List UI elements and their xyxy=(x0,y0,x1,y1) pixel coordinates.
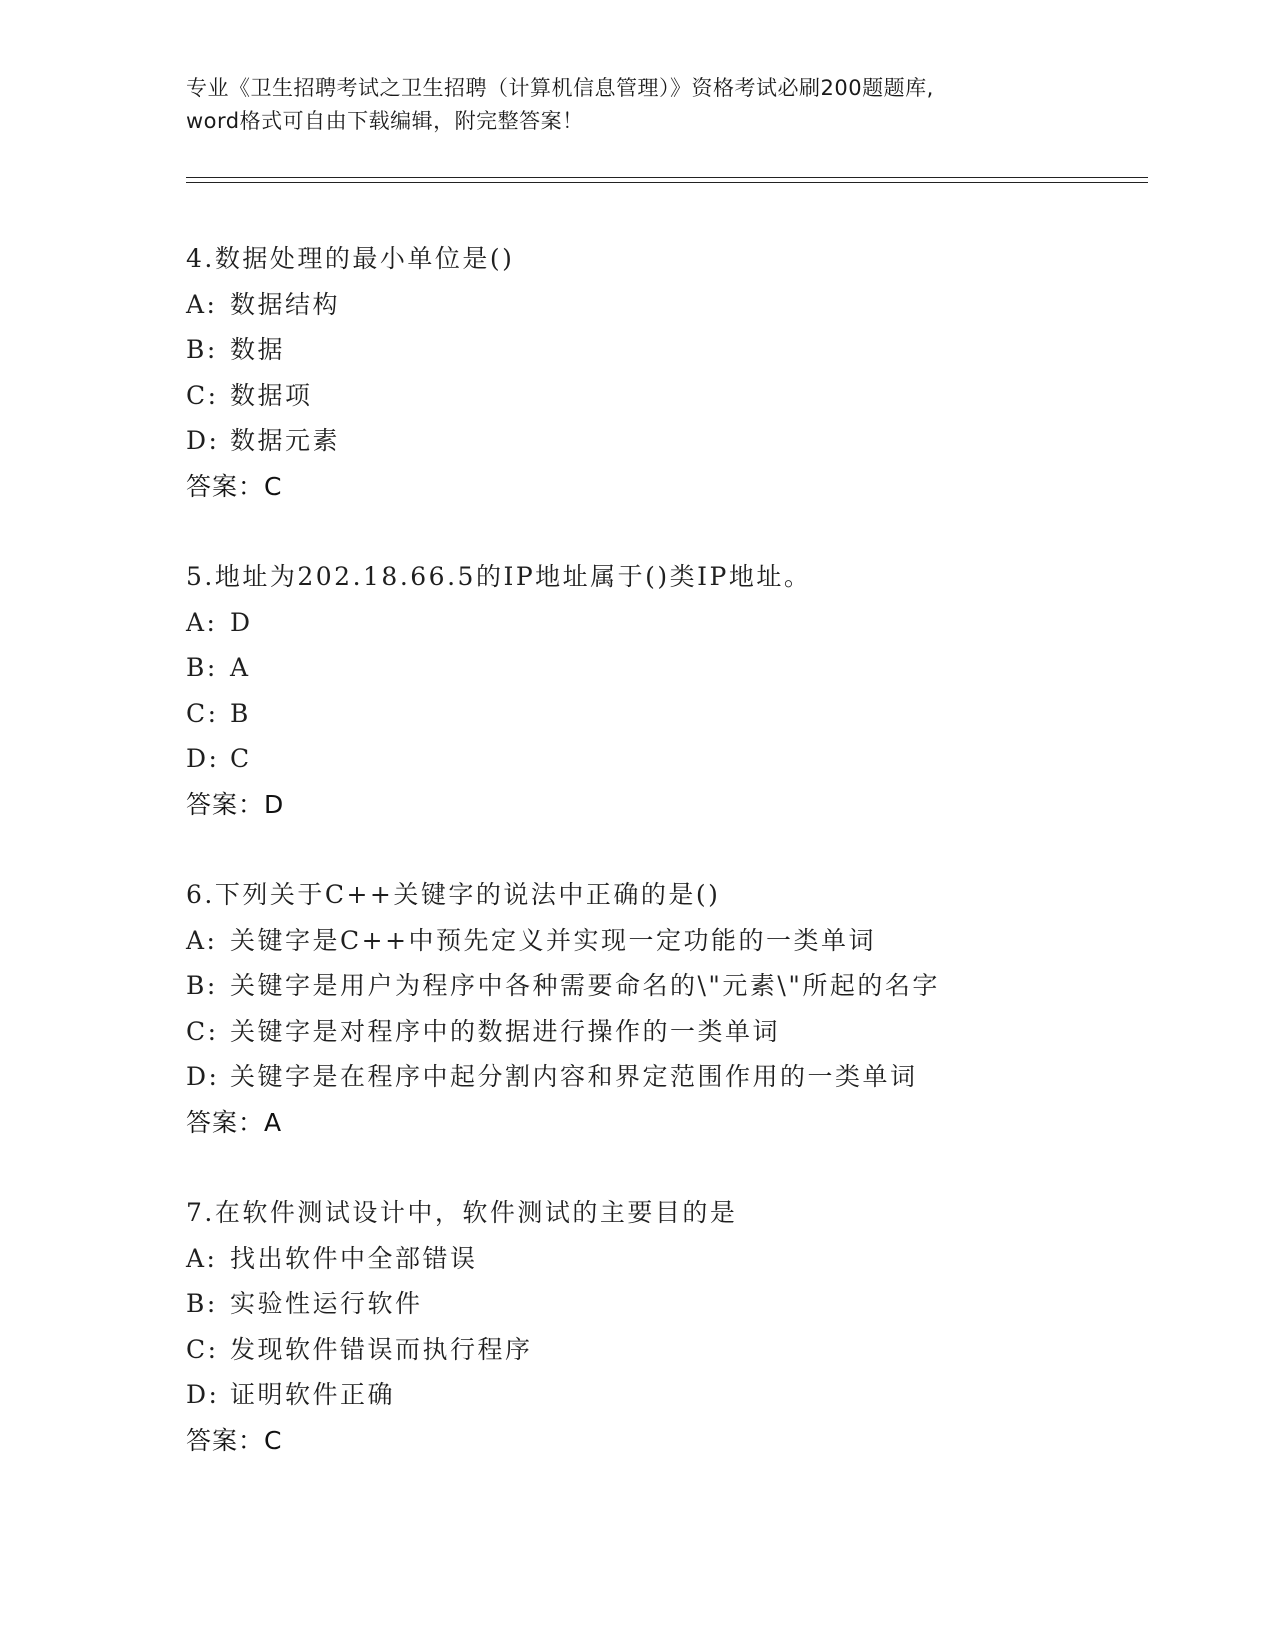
question-4 xyxy=(186,236,1146,509)
option-key: C: xyxy=(186,698,219,728)
question-5 xyxy=(186,554,1146,827)
header-line-2: word格式可自由下载编辑，附完整答案！ xyxy=(186,109,584,133)
option-key: C: xyxy=(186,1334,219,1364)
question-stem: 5.地址为202.18.66.5的IP地址属于()类IP地址。 xyxy=(186,562,812,591)
option-key: C: xyxy=(186,1016,219,1046)
option-key: B: xyxy=(186,335,218,364)
option-key: A: xyxy=(186,925,218,955)
option-key: D: xyxy=(186,744,220,773)
option-c xyxy=(186,1009,1146,1055)
option-d xyxy=(186,418,1146,464)
option-d xyxy=(186,1054,1146,1100)
option-key: B: xyxy=(186,1289,218,1318)
option-key: A: xyxy=(186,289,218,319)
option-a xyxy=(186,282,1146,328)
option-text: 数据元素 xyxy=(230,426,341,455)
option-key: A: xyxy=(186,1243,218,1273)
answer-label: 答案：C xyxy=(186,471,283,501)
option-a xyxy=(186,1236,1146,1282)
option-text: 数据 xyxy=(230,335,286,364)
answer-label: 答案：A xyxy=(186,1107,283,1137)
option-b xyxy=(186,645,1146,691)
option-text: 实验性运行软件 xyxy=(230,1289,423,1318)
option-b xyxy=(186,963,1146,1009)
header-line-1: 专业《卫生招聘考试之卫生招聘（计算机信息管理）》资格考试必刷200题题库, xyxy=(186,76,934,100)
option-key: A: xyxy=(186,607,218,637)
question-stem: 7.在软件测试设计中，软件测试的主要目的是 xyxy=(186,1198,738,1227)
option-text: B xyxy=(230,698,251,728)
option-c xyxy=(186,373,1146,419)
option-text: 数据结构 xyxy=(230,289,341,319)
option-text: 证明软件正确 xyxy=(230,1380,396,1409)
question-6 xyxy=(186,872,1146,1145)
option-key: C: xyxy=(186,380,219,410)
document-header xyxy=(186,72,1086,138)
option-key: D: xyxy=(186,1062,220,1091)
option-c xyxy=(186,691,1146,737)
option-text: 发现软件错误而执行程序 xyxy=(230,1334,533,1364)
option-key: D: xyxy=(186,426,220,455)
option-d xyxy=(186,1372,1146,1418)
option-d xyxy=(186,736,1146,782)
option-text: 数据项 xyxy=(230,380,313,410)
option-text: 关键字是C++中预先定义并实现一定功能的一类单词 xyxy=(230,925,877,955)
question-7 xyxy=(186,1190,1146,1463)
option-text: D xyxy=(230,607,253,637)
option-text: 关键字是用户为程序中各种需要命名的\"元素\"所起的名字 xyxy=(230,971,940,1000)
option-c xyxy=(186,1327,1146,1373)
option-b xyxy=(186,327,1146,373)
option-text: 找出软件中全部错误 xyxy=(230,1243,478,1273)
answer-label: 答案：D xyxy=(186,789,285,819)
option-text: A xyxy=(230,653,251,682)
option-text: 关键字是对程序中的数据进行操作的一类单词 xyxy=(230,1016,781,1046)
option-key: D: xyxy=(186,1380,220,1409)
header-divider-top xyxy=(186,177,1148,178)
option-a xyxy=(186,600,1146,646)
option-text: 关键字是在程序中起分割内容和界定范围作用的一类单词 xyxy=(230,1062,918,1091)
option-key: B: xyxy=(186,971,218,1000)
option-key: B: xyxy=(186,653,218,682)
question-stem: 6.下列关于C++关键字的说法中正确的是() xyxy=(186,880,721,909)
question-list xyxy=(186,236,1146,1508)
option-text: C xyxy=(230,744,252,773)
option-a xyxy=(186,918,1146,964)
header-divider-bottom xyxy=(186,182,1148,183)
option-b xyxy=(186,1281,1146,1327)
question-stem: 4.数据处理的最小单位是() xyxy=(186,244,515,273)
answer-label: 答案：C xyxy=(186,1425,283,1455)
